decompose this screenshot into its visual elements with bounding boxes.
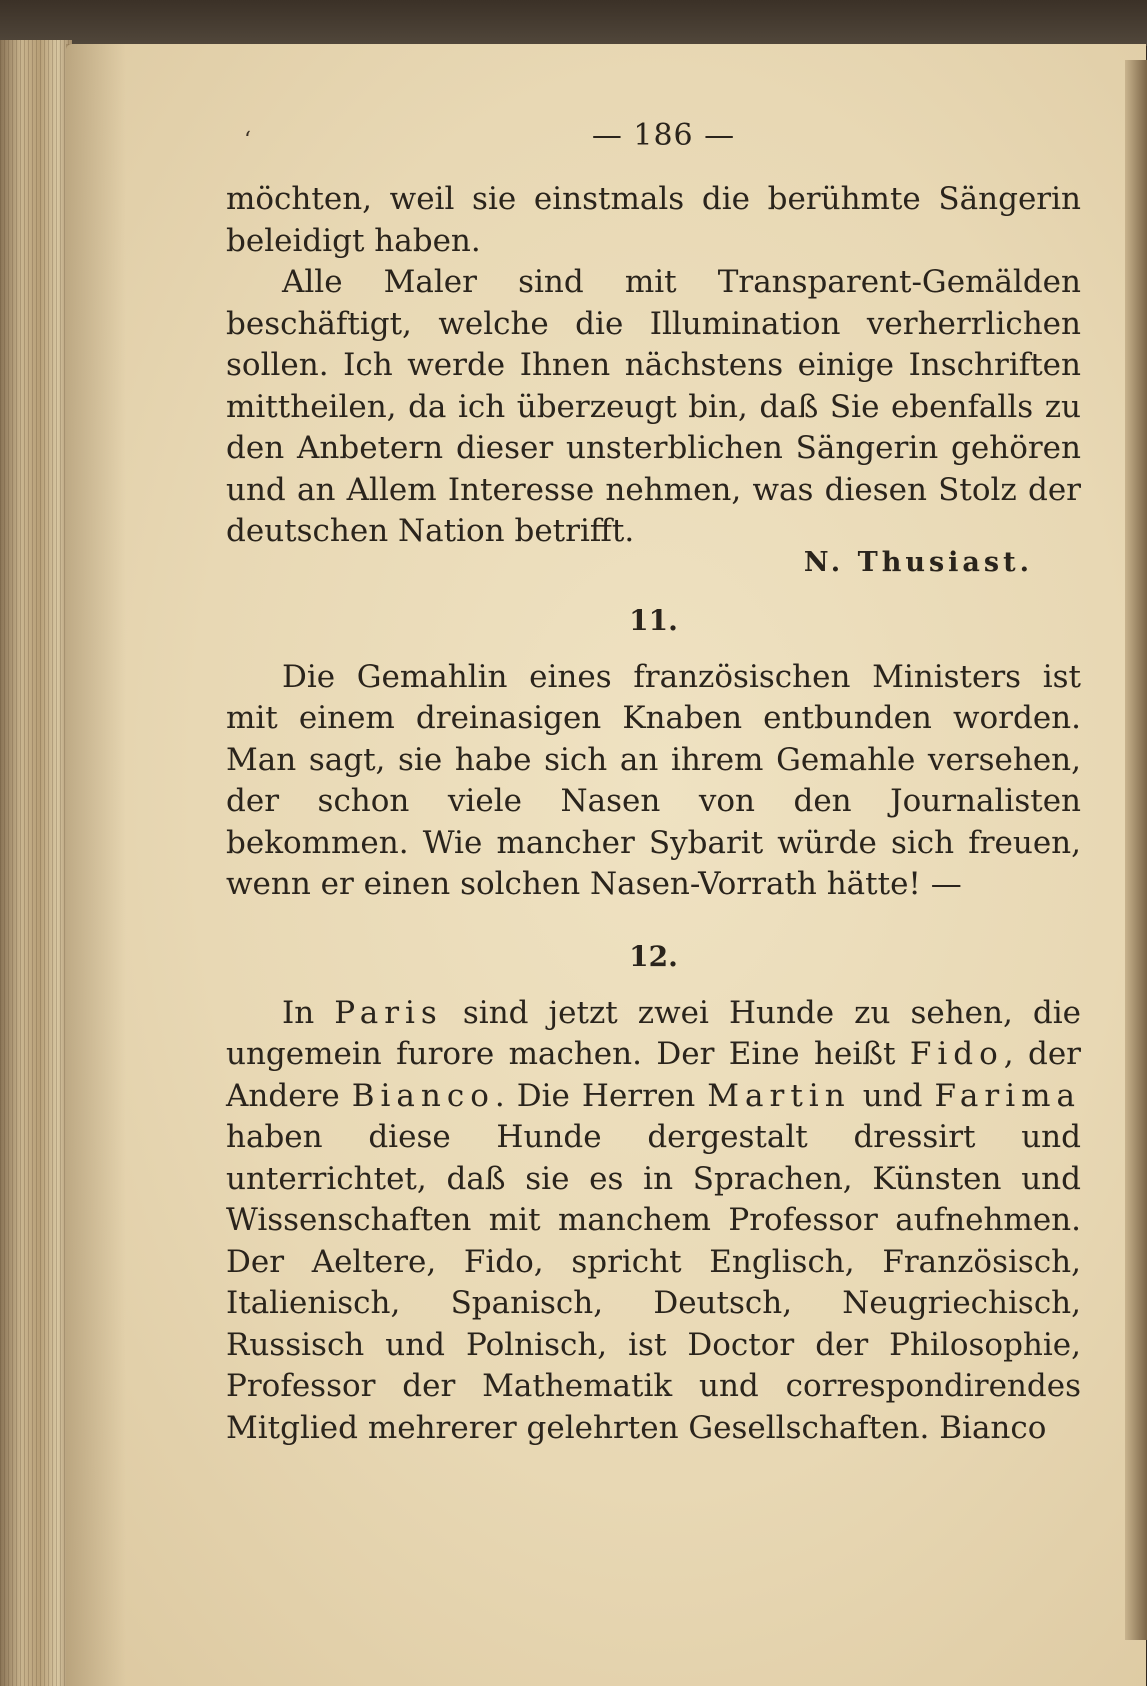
section-12-text [226,993,1081,1450]
name-paris: Paris [334,994,443,1031]
book-page-edges [0,40,72,1686]
page-right-edge [1125,60,1147,1640]
section-12-text-b: sind jetzt zwei Hunde zu sehen, die ungemein furore machen. Der Eine heißt [226,994,1081,1072]
signature: N. Thusiast. [803,546,1033,578]
paragraph-painters: Alle Maler sind mit Transparent-Gemälden beschäftigt, welche die Illumination verherrlichen sollen. Ich werde Ihnen nächstens einige Inschriften mittheilen, da ich überzeugt bin, daß Sie ebenfalls zu den Anbetern dieser unsterblichen Sängerin gehören und an Allem Interesse nehmen, was diesen Stolz der deutschen Nation betrifft. [226,264,1081,549]
text-block [226,118,1081,1449]
margin-mark: ‘ [244,128,251,153]
page-number: — 186 — [591,118,736,153]
paragraph-continuation: möchten, weil sie einstmals die berühmte Sängerin beleidigt haben. [226,181,1081,259]
section-12-text-a: In [282,994,335,1031]
section-number-12: 12. [629,939,678,973]
section-12-text-c: , der Andere [226,1036,1082,1114]
scan-background-top [0,0,1147,46]
name-martin: Martin [707,1077,851,1114]
section-12-text-d: . Die Herren [494,1077,708,1114]
name-fido: Fido [909,1036,1004,1072]
gutter-shadow [66,44,126,1686]
name-farima: Farima [934,1077,1081,1114]
section-12-text-f: haben diese Hunde dergestalt dressirt und unterrichtet, daß sie es in Sprachen, Künsten und Wissenschaften mit manchem Professor aufnehmen. Der Aeltere, Fido, spricht Englisch, Französisch, Italienisch, Spanisch, Deutsch, Neugriechisch, Russisch und Polnisch, ist Doctor der Philosophie, Professor der Mathematik und correspondirendes Mitglied mehrerer gelehrten Gesellschaften. Bianco [226,1119,1081,1446]
section-12-text-e: und [850,1077,935,1114]
section-number-11: 11. [629,603,678,637]
section-11-text: Die Gemahlin eines französischen Ministers ist mit einem dreinasigen Knaben entbunden worden. Man sagt, sie habe sich an ihrem Gemahle versehen, der schon viele Nasen von den Journalisten bekommen. Wie mancher Sybarit würde sich freuen, wenn er einen solchen Nasen-Vorrath hätte! — [226,658,1081,902]
name-bianco: Bianco [351,1077,495,1114]
